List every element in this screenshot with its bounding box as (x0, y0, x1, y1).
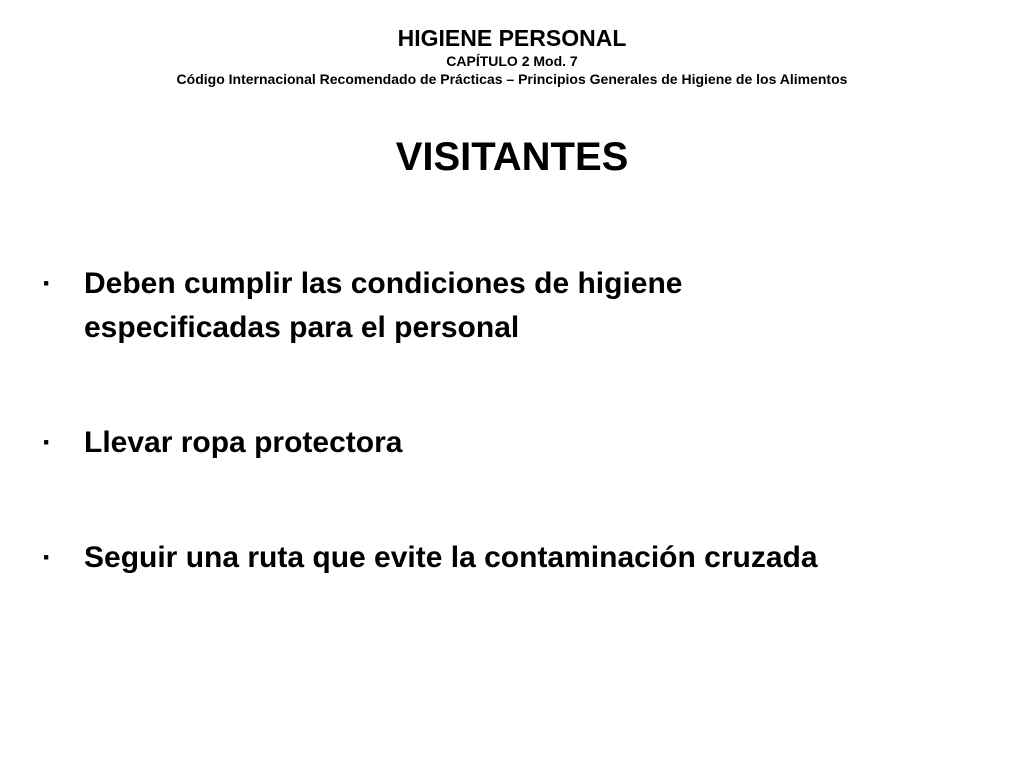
bullet-item (0, 262, 1024, 350)
bullet-marker: · (42, 267, 52, 300)
slide-title: VISITANTES (395, 135, 629, 179)
header-code-reference: Código Internacional Recomendado de Prácticas – Principios Generales de Higiene de los Alimentos (176, 71, 848, 87)
header-title: HIGIENE PERSONAL (397, 25, 627, 51)
bullet-item (0, 421, 1024, 465)
bullet-text-line: Llevar ropa protectora (84, 426, 403, 459)
bullet-text-line: Deben cumplir las condiciones de higiene (84, 267, 683, 300)
bullet-text-line: especificadas para el personal (84, 311, 520, 344)
bullet-text-line: Seguir una ruta que evite la contaminación cruzada (84, 541, 818, 574)
bullet-list (0, 262, 1024, 580)
bullet-marker: · (42, 426, 52, 459)
header-chapter: CAPÍTULO 2 Mod. 7 (446, 53, 578, 69)
bullet-item (0, 536, 1024, 580)
slide-header (0, 24, 1024, 88)
bullet-marker: · (42, 541, 52, 574)
